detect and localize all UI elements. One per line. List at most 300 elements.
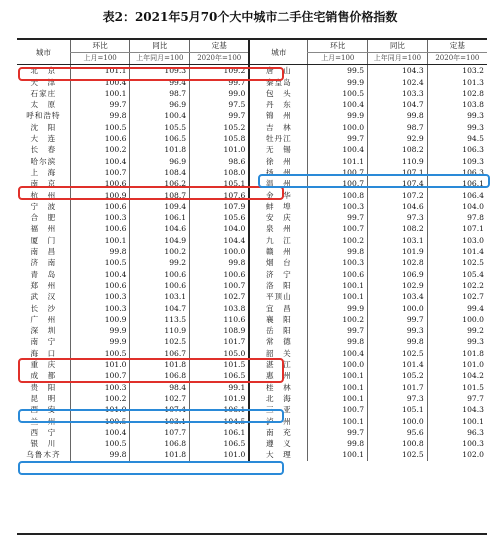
cell-left-city: 呼和浩特	[26, 111, 61, 121]
cell-right-base: 106.3	[427, 144, 487, 155]
table-row	[17, 133, 487, 144]
cell-left-base: 105.1	[190, 178, 250, 189]
cell-right-mom: 100.7	[308, 404, 368, 415]
cell-left-mom: 100.4	[70, 427, 130, 438]
cell-right-yoy: 104.6	[368, 201, 428, 212]
cell-left-yoy: 106.7	[130, 348, 190, 359]
cell-right-city: 南 充	[249, 427, 308, 438]
cell-right-base: 94.5	[427, 133, 487, 144]
cell-right-city: 韶 关	[249, 348, 308, 359]
cell-right-mom: 100.4	[308, 144, 368, 155]
cell-left-base: 109.2	[190, 65, 250, 77]
cell-right-yoy: 102.5	[368, 348, 428, 359]
cell-right-base: 101.5	[427, 382, 487, 393]
cell-left-yoy: 104.6	[130, 223, 190, 234]
cell-right-base: 106.1	[427, 178, 487, 189]
cell-right-city: 锦 州	[249, 110, 308, 121]
cell-left-yoy: 106.8	[130, 438, 190, 449]
cell-left-mom: 100.6	[70, 201, 130, 212]
cell-right-base: 100.1	[427, 416, 487, 427]
cell-right-city: 金 华	[249, 190, 308, 201]
cell-left-mom: 100.5	[70, 122, 130, 133]
header-mom-left: 环比	[70, 40, 130, 53]
cell-left-mom: 101.0	[70, 404, 130, 415]
header-base-left: 定基	[190, 40, 250, 53]
cell-right-yoy: 110.9	[368, 156, 428, 167]
cell-right-mom: 100.8	[308, 190, 368, 201]
cell-left-city: 南 昌	[30, 247, 57, 257]
cell-left-base: 108.9	[190, 325, 250, 336]
table-row	[17, 325, 487, 336]
cell-left-city: 北 京	[30, 66, 57, 76]
subheader-base-left: 2020年=100	[190, 53, 250, 65]
cell-left-base: 102.7	[190, 291, 250, 302]
cell-left-base: 99.7	[190, 77, 250, 88]
cell-left-mom: 99.7	[70, 99, 130, 110]
cell-right-yoy: 102.9	[368, 280, 428, 291]
header-yoy-left: 同比	[130, 40, 190, 53]
cell-left-city: 南 宁	[30, 337, 57, 347]
cell-left-base: 105.2	[190, 122, 250, 133]
subheader-yoy-left: 上年同月=100	[130, 53, 190, 65]
cell-right-city: 襄 阳	[249, 314, 308, 325]
cell-left-city: 太 原	[30, 100, 57, 110]
header-row	[17, 40, 487, 53]
cell-left-mom: 99.9	[70, 336, 130, 347]
price-index-table	[17, 40, 487, 461]
cell-left-yoy: 100.6	[130, 269, 190, 280]
cell-right-mom: 100.0	[308, 122, 368, 133]
cell-left-city: 宁 波	[30, 201, 57, 211]
cell-left-city: 厦 门	[30, 235, 57, 245]
cell-left-yoy: 98.7	[130, 88, 190, 99]
cell-right-city: 泸 州	[249, 416, 308, 427]
cell-right-mom: 100.1	[308, 382, 368, 393]
cell-left-city: 昆 明	[30, 393, 57, 403]
cell-right-mom: 100.7	[308, 223, 368, 234]
cell-right-yoy: 104.3	[368, 65, 428, 77]
cell-left-base: 97.5	[190, 99, 250, 110]
cell-right-city: 常 德	[249, 336, 308, 347]
header-city-left: 城市	[17, 40, 70, 65]
cell-left-base: 106.1	[190, 427, 250, 438]
cell-right-yoy: 100.8	[368, 438, 428, 449]
cell-left-city: 武 汉	[30, 292, 57, 302]
cell-left-yoy: 106.5	[130, 133, 190, 144]
cell-left-base: 108.0	[190, 167, 250, 178]
table-row	[17, 303, 487, 314]
table-row	[17, 438, 487, 449]
cell-right-city: 惠 州	[249, 370, 308, 381]
cell-left-yoy: 108.4	[130, 167, 190, 178]
cell-left-yoy: 96.9	[130, 156, 190, 167]
cell-right-yoy: 102.5	[368, 449, 428, 460]
cell-right-yoy: 99.3	[368, 325, 428, 336]
cell-left-mom: 100.6	[70, 178, 130, 189]
cell-right-city: 温 州	[249, 178, 308, 189]
cell-left-base: 110.6	[190, 314, 250, 325]
cell-right-mom: 100.4	[308, 99, 368, 110]
cell-right-mom: 100.1	[308, 370, 368, 381]
cell-left-mom: 101.1	[70, 65, 130, 77]
cell-left-city: 上 海	[30, 167, 57, 177]
cell-left-mom: 100.3	[70, 291, 130, 302]
cell-left-mom: 99.8	[70, 449, 130, 460]
cell-right-mom: 99.9	[308, 303, 368, 314]
cell-left-yoy: 106.2	[130, 178, 190, 189]
cell-left-yoy: 105.5	[130, 122, 190, 133]
cell-left-yoy: 101.8	[130, 144, 190, 155]
cell-left-yoy: 103.1	[130, 291, 190, 302]
cell-right-base: 99.3	[427, 336, 487, 347]
table-row	[17, 144, 487, 155]
cell-left-city: 广 州	[30, 314, 57, 324]
cell-right-city: 吉 林	[249, 122, 308, 133]
cell-left-mom: 100.5	[70, 438, 130, 449]
cell-right-base: 100.0	[427, 314, 487, 325]
cell-left-yoy: 113.5	[130, 314, 190, 325]
cell-right-mom: 99.7	[308, 325, 368, 336]
cell-right-base: 106.3	[427, 167, 487, 178]
cell-left-base: 101.5	[190, 359, 250, 370]
cell-left-base: 104.5	[190, 416, 250, 427]
cell-right-base: 97.8	[427, 212, 487, 223]
cell-right-city: 大 理	[249, 449, 308, 460]
cell-right-yoy: 97.3	[368, 393, 428, 404]
cell-left-base: 99.7	[190, 110, 250, 121]
cell-left-mom: 100.4	[70, 156, 130, 167]
cell-left-mom: 100.7	[70, 370, 130, 381]
cell-left-mom: 100.3	[70, 382, 130, 393]
table-row	[17, 88, 487, 99]
cell-left-yoy: 106.8	[130, 370, 190, 381]
table-row	[17, 246, 487, 257]
table-row	[17, 427, 487, 438]
cell-right-base: 99.3	[427, 122, 487, 133]
cell-right-mom: 100.0	[308, 359, 368, 370]
cell-right-base: 102.5	[427, 257, 487, 268]
cell-left-mom: 100.2	[70, 393, 130, 404]
header-yoy-right: 同比	[368, 40, 428, 53]
cell-right-yoy: 108.2	[368, 223, 428, 234]
cell-left-mom: 100.2	[70, 144, 130, 155]
table-row	[17, 280, 487, 291]
cell-left-city: 兰 州	[30, 416, 57, 426]
cell-left-city: 济 南	[30, 258, 57, 268]
cell-left-city: 银 川	[30, 439, 57, 449]
header-city-right: 城市	[249, 40, 308, 65]
cell-right-city: 烟 台	[249, 257, 308, 268]
cell-left-base: 100.0	[190, 246, 250, 257]
table-row	[17, 110, 487, 121]
cell-left-yoy: 108.7	[130, 190, 190, 201]
cell-left-mom: 100.9	[70, 190, 130, 201]
cell-left-yoy: 96.9	[130, 99, 190, 110]
cell-left-base: 100.6	[190, 269, 250, 280]
cell-left-mom: 99.8	[70, 110, 130, 121]
cell-left-city: 西 宁	[30, 427, 57, 437]
cell-right-mom: 100.1	[308, 291, 368, 302]
table-body	[17, 40, 487, 461]
cell-right-yoy: 101.7	[368, 382, 428, 393]
table-row	[17, 212, 487, 223]
table-row	[17, 99, 487, 110]
cell-left-base: 105.6	[190, 212, 250, 223]
cell-left-city: 天 津	[30, 77, 57, 87]
cell-right-city: 牡丹江	[249, 133, 308, 144]
cell-right-mom: 100.5	[308, 88, 368, 99]
cell-right-mom: 100.4	[308, 348, 368, 359]
cell-left-yoy: 101.8	[130, 359, 190, 370]
cell-left-city: 沈 阳	[30, 122, 57, 132]
cell-left-yoy: 109.3	[130, 65, 190, 77]
cell-left-city: 深 圳	[30, 326, 57, 336]
table-row	[17, 156, 487, 167]
cell-right-city: 无 锡	[249, 144, 308, 155]
cell-left-mom: 100.5	[70, 348, 130, 359]
table-row	[17, 449, 487, 460]
cell-right-yoy: 100.0	[368, 416, 428, 427]
cell-right-base: 101.0	[427, 359, 487, 370]
cell-left-mom: 100.9	[70, 314, 130, 325]
cell-right-yoy: 107.4	[368, 178, 428, 189]
cell-left-city: 长 沙	[30, 303, 57, 313]
cell-right-base: 105.4	[427, 269, 487, 280]
cell-right-mom: 99.7	[308, 133, 368, 144]
cell-left-yoy: 100.6	[130, 280, 190, 291]
cell-right-city: 遵 义	[249, 438, 308, 449]
cell-left-mom: 101.0	[70, 359, 130, 370]
cell-right-base: 103.2	[427, 65, 487, 77]
cell-right-base: 102.0	[427, 449, 487, 460]
cell-right-city: 泉 州	[249, 223, 308, 234]
cell-left-base: 104.4	[190, 235, 250, 246]
table-row	[17, 269, 487, 280]
cell-right-base: 97.7	[427, 393, 487, 404]
cell-right-yoy: 95.6	[368, 427, 428, 438]
subheader-mom-left: 上月=100	[70, 53, 130, 65]
cell-right-base: 106.4	[427, 190, 487, 201]
cell-left-city: 郑 州	[30, 280, 57, 290]
cell-left-mom: 100.5	[70, 416, 130, 427]
cell-left-base: 98.6	[190, 156, 250, 167]
cell-left-base: 99.1	[190, 382, 250, 393]
cell-left-mom: 100.7	[70, 167, 130, 178]
cell-left-mom: 99.8	[70, 246, 130, 257]
subheader-mom-right: 上月=100	[308, 53, 368, 65]
cell-right-base: 101.3	[427, 77, 487, 88]
cell-right-city: 平顶山	[249, 291, 308, 302]
cell-left-mom: 100.5	[70, 257, 130, 268]
highlight-box-xuzhou	[258, 174, 490, 188]
cell-left-base: 100.7	[190, 280, 250, 291]
table-row	[17, 235, 487, 246]
cell-right-base: 99.2	[427, 325, 487, 336]
cell-right-base: 103.0	[427, 235, 487, 246]
cell-right-yoy: 99.7	[368, 314, 428, 325]
cell-right-yoy: 99.8	[368, 336, 428, 347]
table-row	[17, 314, 487, 325]
cell-right-base: 96.3	[427, 427, 487, 438]
cell-left-city: 乌鲁木齐	[26, 450, 61, 460]
cell-left-mom: 100.3	[70, 212, 130, 223]
cell-left-mom: 100.4	[70, 269, 130, 280]
cell-right-city: 九 江	[249, 235, 308, 246]
cell-right-yoy: 107.1	[368, 167, 428, 178]
cell-left-yoy: 106.1	[130, 212, 190, 223]
cell-left-city: 贵 阳	[30, 382, 57, 392]
cell-left-yoy: 104.9	[130, 235, 190, 246]
cell-right-yoy: 97.3	[368, 212, 428, 223]
highlight-box-guangzhou-shenzhen	[18, 358, 284, 383]
cell-right-base: 104.2	[427, 370, 487, 381]
cell-left-yoy: 100.4	[130, 110, 190, 121]
cell-right-yoy: 92.9	[368, 133, 428, 144]
cell-right-mom: 100.1	[308, 280, 368, 291]
bottom-rule	[17, 533, 487, 535]
table-row	[17, 201, 487, 212]
cell-right-mom: 99.8	[308, 438, 368, 449]
cell-left-mom: 100.6	[70, 133, 130, 144]
cell-right-yoy: 101.9	[368, 246, 428, 257]
cell-right-base: 101.4	[427, 246, 487, 257]
cell-right-city: 唐 山	[249, 65, 308, 77]
cell-right-mom: 101.1	[308, 156, 368, 167]
cell-right-base: 104.3	[427, 404, 487, 415]
cell-left-mom: 99.9	[70, 325, 130, 336]
cell-right-yoy: 106.9	[368, 269, 428, 280]
cell-left-city: 海 口	[30, 348, 57, 358]
cell-left-city: 重 庆	[30, 360, 57, 370]
cell-left-mom: 100.1	[70, 88, 130, 99]
cell-right-yoy: 103.4	[368, 291, 428, 302]
cell-left-city: 杭 州	[30, 190, 57, 200]
cell-left-mom: 100.1	[70, 235, 130, 246]
cell-left-base: 99.8	[190, 257, 250, 268]
cell-right-city: 包 头	[249, 88, 308, 99]
cell-left-base: 101.0	[190, 144, 250, 155]
cell-left-base: 99.0	[190, 88, 250, 99]
cell-right-yoy: 98.7	[368, 122, 428, 133]
cell-left-base: 101.9	[190, 393, 250, 404]
cell-left-base: 106.1	[190, 404, 250, 415]
header-mom-right: 环比	[308, 40, 368, 53]
cell-left-base: 106.5	[190, 370, 250, 381]
cell-left-yoy: 99.4	[130, 77, 190, 88]
cell-left-base: 106.5	[190, 438, 250, 449]
table-row	[17, 223, 487, 234]
cell-left-city: 成 都	[30, 371, 57, 381]
cell-right-mom: 100.2	[308, 235, 368, 246]
table-title: 表2：2021年5月70个大中城市二手住宅销售价格指数	[102, 10, 398, 24]
cell-right-mom: 99.8	[308, 336, 368, 347]
cell-left-mom: 100.3	[70, 303, 130, 314]
cell-left-city: 石家庄	[30, 88, 57, 98]
cell-right-yoy: 102.4	[368, 77, 428, 88]
cell-right-yoy: 103.1	[368, 235, 428, 246]
table-row	[17, 122, 487, 133]
cell-left-city: 福 州	[30, 224, 57, 234]
cell-left-base: 103.8	[190, 303, 250, 314]
cell-right-yoy: 99.8	[368, 110, 428, 121]
cell-left-city: 西 安	[30, 405, 57, 415]
cell-left-yoy: 104.7	[130, 303, 190, 314]
cell-right-city: 洛 阳	[249, 280, 308, 291]
cell-right-city: 湛 江	[249, 359, 308, 370]
cell-right-city: 丹 东	[249, 99, 308, 110]
cell-left-yoy: 101.8	[130, 449, 190, 460]
cell-left-base: 107.9	[190, 201, 250, 212]
cell-right-mom: 100.1	[308, 449, 368, 460]
cell-right-city: 赣 州	[249, 246, 308, 257]
cell-right-mom: 100.7	[308, 178, 368, 189]
subheader-yoy-right: 上年同月=100	[368, 53, 428, 65]
cell-right-mom: 99.9	[308, 77, 368, 88]
cell-left-base: 101.0	[190, 449, 250, 460]
cell-left-yoy: 102.5	[130, 336, 190, 347]
cell-left-yoy: 109.4	[130, 201, 190, 212]
cell-right-mom: 99.7	[308, 427, 368, 438]
cell-right-mom: 99.5	[308, 65, 368, 77]
highlight-box-chongqing	[18, 409, 284, 423]
cell-right-mom: 100.3	[308, 201, 368, 212]
cell-right-mom: 100.7	[308, 167, 368, 178]
cell-right-city: 秦皇岛	[249, 77, 308, 88]
table-row	[17, 257, 487, 268]
cell-right-base: 109.3	[427, 156, 487, 167]
cell-right-city: 北 海	[249, 393, 308, 404]
cell-left-base: 105.8	[190, 133, 250, 144]
cell-right-yoy: 104.7	[368, 99, 428, 110]
cell-left-mom: 100.6	[70, 223, 130, 234]
cell-left-yoy: 99.2	[130, 257, 190, 268]
cell-left-yoy: 98.4	[130, 382, 190, 393]
cell-left-yoy: 102.7	[130, 393, 190, 404]
highlight-box-xian	[18, 461, 284, 475]
header-base-right: 定基	[427, 40, 487, 53]
cell-right-yoy: 105.1	[368, 404, 428, 415]
cell-right-base: 107.1	[427, 223, 487, 234]
cell-right-yoy: 103.3	[368, 88, 428, 99]
cell-left-city: 青 岛	[30, 269, 57, 279]
cell-right-base: 102.8	[427, 88, 487, 99]
cell-left-mom: 100.6	[70, 280, 130, 291]
cell-right-city: 蚌 埠	[249, 201, 308, 212]
cell-right-base: 99.4	[427, 303, 487, 314]
cell-left-yoy: 103.1	[130, 416, 190, 427]
cell-left-base: 104.0	[190, 223, 250, 234]
cell-right-yoy: 102.8	[368, 257, 428, 268]
cell-right-yoy: 108.2	[368, 144, 428, 155]
cell-right-city: 岳 阳	[249, 325, 308, 336]
cell-left-city: 南 京	[30, 179, 57, 189]
cell-right-mom: 100.6	[308, 269, 368, 280]
highlight-box-beijing	[18, 67, 284, 81]
table-row	[17, 336, 487, 347]
cell-right-yoy: 107.2	[368, 190, 428, 201]
cell-right-base: 99.3	[427, 110, 487, 121]
cell-right-city: 徐 州	[249, 156, 308, 167]
cell-right-base: 100.3	[427, 438, 487, 449]
table-row	[17, 393, 487, 404]
cell-left-city: 哈尔滨	[30, 156, 57, 166]
table-row	[17, 291, 487, 302]
cell-right-mom: 100.2	[308, 314, 368, 325]
cell-left-yoy: 107.4	[130, 404, 190, 415]
cell-left-city: 大 连	[30, 134, 57, 144]
cell-right-base: 101.8	[427, 348, 487, 359]
subheader-base-right: 2020年=100	[427, 53, 487, 65]
